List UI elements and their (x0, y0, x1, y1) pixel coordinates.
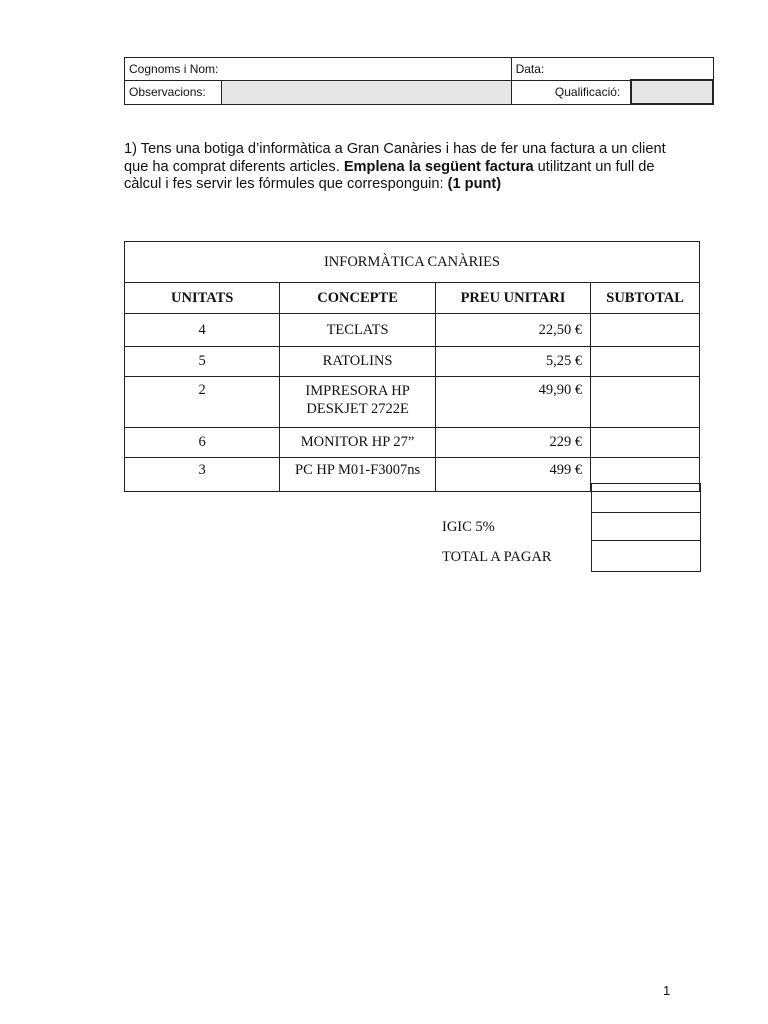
date-field[interactable] (511, 58, 713, 81)
question-bold1: Emplena la següent factura (343, 158, 534, 175)
row-concept: IMPRESORA HP DESKJET 2722E (280, 377, 435, 428)
row-concept: PC HP M01-F3007ns (280, 458, 435, 492)
invoice-title: INFORMÀTICA CANÀRIES (125, 242, 700, 283)
page-number: 1 (663, 983, 671, 998)
row-price: 229 € (435, 428, 590, 458)
row-concept: MONITOR HP 27” (280, 428, 435, 458)
row-concept: RATOLINS (280, 347, 435, 377)
total-field[interactable] (591, 541, 701, 572)
student-info-table (124, 57, 714, 105)
row-subtotal-cell[interactable] (591, 377, 700, 428)
table-row (125, 377, 700, 428)
table-row (125, 428, 700, 458)
row-units: 3 (125, 458, 280, 492)
row-subtotal-cell[interactable] (591, 347, 700, 377)
col-subtotal: SUBTOTAL (591, 283, 700, 314)
name-label: Cognoms i Nom: (129, 61, 219, 76)
table-row (125, 314, 700, 347)
row-price: 499 € (435, 458, 590, 492)
row-units: 2 (125, 377, 280, 428)
observations-label: Observacions: (129, 85, 206, 99)
question-part1: 1) Tens una botiga d’informàtica a Gran Canàries i has de fer una factura a un client que ha comprat diferents articles. (124, 141, 666, 175)
row-units: 5 (125, 347, 280, 377)
date-label: Data: (515, 61, 545, 76)
row-units: 6 (125, 428, 280, 458)
sum-field[interactable] (591, 483, 701, 513)
invoice-header-row (125, 283, 700, 314)
observations-label-cell (125, 80, 222, 104)
table-row (125, 347, 700, 377)
grade-label-cell (511, 80, 631, 104)
grade-field[interactable] (631, 80, 713, 104)
col-units: UNITATS (125, 283, 280, 314)
row-subtotal-cell[interactable] (591, 428, 700, 458)
row-price: 49,90 € (435, 377, 590, 428)
row-units: 4 (125, 314, 280, 347)
row-price: 22,50 € (435, 314, 590, 347)
invoice-table (124, 241, 700, 492)
row-subtotal-cell[interactable] (591, 314, 700, 347)
tax-field[interactable] (591, 512, 701, 541)
name-field[interactable] (125, 58, 512, 81)
col-concept: CONCEPTE (280, 283, 435, 314)
total-label: TOTAL A PAGAR (442, 549, 552, 565)
observations-field[interactable] (221, 80, 511, 104)
grade-label: Qualificació: (554, 85, 621, 99)
question-text (124, 141, 694, 194)
tax-label: IGIC 5% (442, 519, 495, 535)
row-concept: TECLATS (280, 314, 435, 347)
row-price: 5,25 € (435, 347, 590, 377)
col-price: PREU UNITARI (435, 283, 590, 314)
question-bold2: (1 punt) (447, 176, 502, 192)
question-part2: utilitzant un full de càlcul i fes servir les fórmules que corresponguin: (124, 158, 655, 192)
